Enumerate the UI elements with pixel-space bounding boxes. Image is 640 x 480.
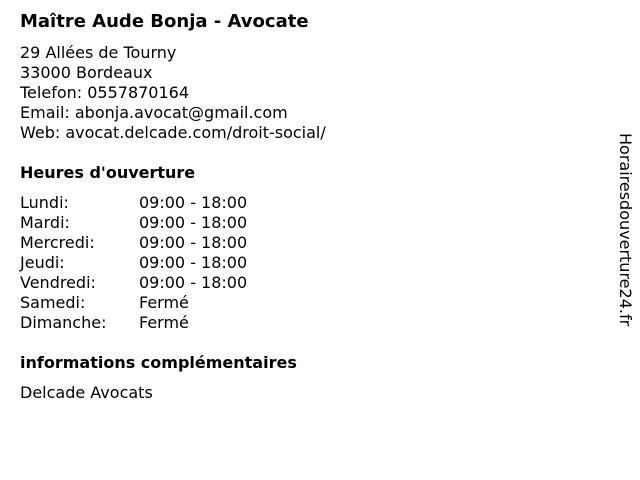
day-label: Mardi:: [20, 213, 70, 232]
day-label: Mercredi:: [20, 233, 95, 252]
business-title: Maître Aude Bonja - Avocate: [20, 11, 309, 32]
address-line-1: 29 Allées de Tourny: [20, 43, 177, 62]
hours-row-saturday: [20, 293, 600, 313]
day-label: Vendredi:: [20, 273, 96, 292]
hours-value: 09:00 - 18:00: [139, 213, 248, 232]
day-label: Lundi:: [20, 193, 69, 212]
hours-value: 09:00 - 18:00: [139, 273, 248, 292]
hours-row-sunday: [20, 313, 600, 333]
hours-row-tuesday: [20, 213, 600, 233]
hours-row-thursday: [20, 253, 600, 273]
day-label: Dimanche:: [20, 313, 107, 332]
business-card: [20, 10, 600, 403]
day-label: Samedi:: [20, 293, 86, 312]
hours-value: 09:00 - 18:00: [139, 253, 248, 272]
opening-hours-heading: Heures d'ouverture: [20, 163, 196, 182]
hours-row-monday: [20, 193, 600, 213]
additional-info-heading: informations complémentaires: [20, 353, 297, 372]
additional-info-text: Delcade Avocats: [20, 383, 153, 402]
hours-value: Fermé: [139, 313, 189, 332]
hours-value: 09:00 - 18:00: [139, 233, 248, 252]
address-line-2: 33000 Bordeaux: [20, 63, 153, 82]
day-label: Jeudi:: [20, 253, 65, 272]
web-line: Web: avocat.delcade.com/droit-social/: [20, 123, 326, 142]
hours-value: Fermé: [139, 293, 189, 312]
hours-value: 09:00 - 18:00: [139, 193, 248, 212]
phone-line: Telefon: 0557870164: [20, 83, 190, 102]
hours-row-friday: [20, 273, 600, 293]
opening-hours-list: [20, 193, 600, 333]
hours-row-wednesday: [20, 233, 600, 253]
site-watermark: Horairesdouverture24.fr: [616, 133, 635, 327]
email-line: Email: abonja.avocat@gmail.com: [20, 103, 288, 122]
